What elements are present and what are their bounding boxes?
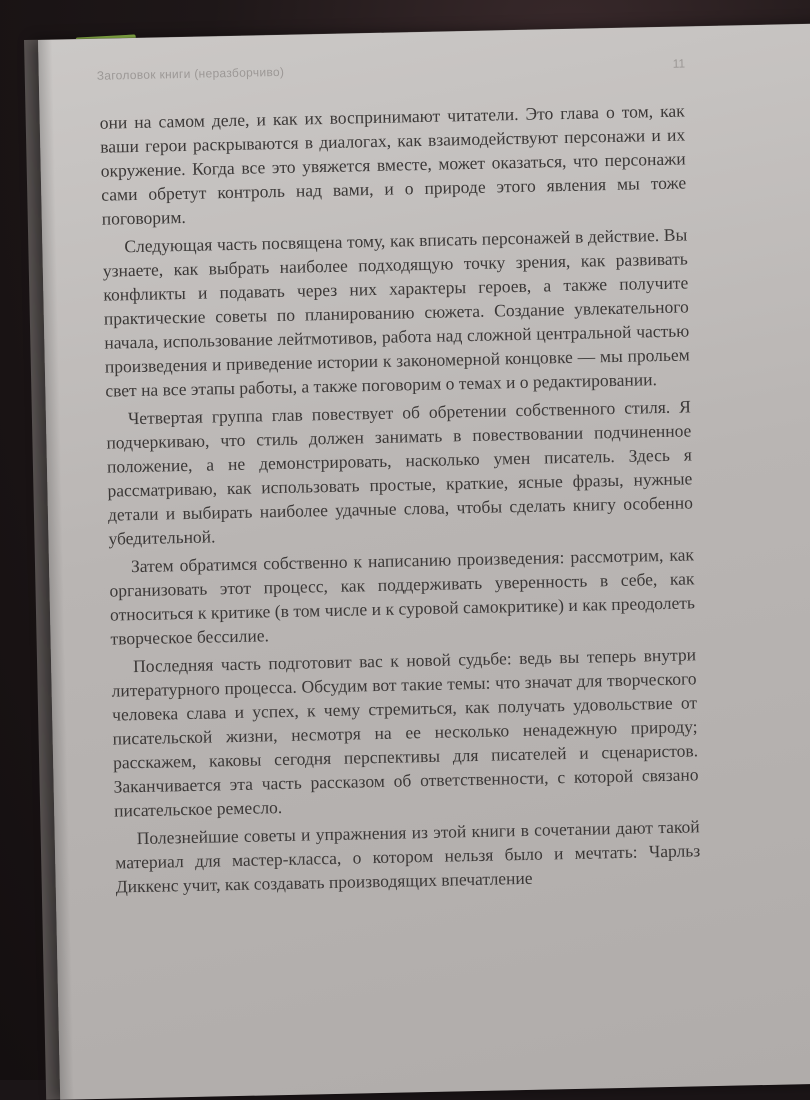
paragraph-6: Полезнейшие советы и упражнения из этой книги в сочетании дают такой материал для мастер-класса, о котором нельзя было и мечтать: Чарльз Диккенс учит, как создавать производящих впечатление [115,816,701,897]
book-page [38,23,810,1100]
paragraph-5: Последняя часть подготовит вас к новой судьбе: ведь вы теперь внутри литературного процесса. Обсудим вот такие темы: что значат для творческого человека слава и успех, к чему стремиться, как получать удовольствие от писательской жизни, несмотря на ее несколько ненадежную природу; расскажем, каковы сегодня перспективы для писателей и сценаристов. Заканчивается эта часть рассказом об ответственности, с которой связано писательское ремесло. [111,644,699,821]
running-head: Заголовок книги (неразборчиво) [96,64,285,83]
paragraph-4: Затем обратимся собственно к написанию произведения: рассмотрим, как организовать этот процесс, как поддерживать уверенность в себе, как относиться к критике (в том числе и к суровой самокритике) и как преодолеть творческое бессилие. [109,544,696,649]
paragraph-2: Следующая часть посвящена тому, как вписать персонажей в действие. Вы узнаете, как выбрать наиболее подходящую точку зрения, как развивать конфликты и подавать через них характеры героев, а также получите практические советы по планированию сюжета. Создание увлекательного начала, использование лейтмотивов, работа над сложной центральной частью произведения и приведение истории к закономерной концовке — мы прольем свет на все этапы работы, а также поговорим о темах и о редактировании. [102,224,690,401]
paragraph-1: они на самом деле, и как их воспринимают читатели. Это глава о том, как ваши герои раскрываются в диалогах, как взаимодействуют персонажи и их окружение. Когда все это увяжется вместе, может оказаться, что персонажи сами обретут контроль над вами, и о природе этого явления мы тоже поговорим. [99,100,687,229]
page-number: 11 [672,56,686,71]
paragraph-3: Четвертая группа глав повествует об обретении собственного стиля. Я подчеркиваю, что стиль должен занимать в повествовании подчиненное положение, а не демонстрировать, насколько умен писатель. Здесь я рассматриваю, как использовать простые, краткие, ясные фразы, нужные детали и выбирать наиболее удачные слова, чтобы сделать книгу особенно убедительной. [106,396,694,549]
body-text [99,98,700,902]
